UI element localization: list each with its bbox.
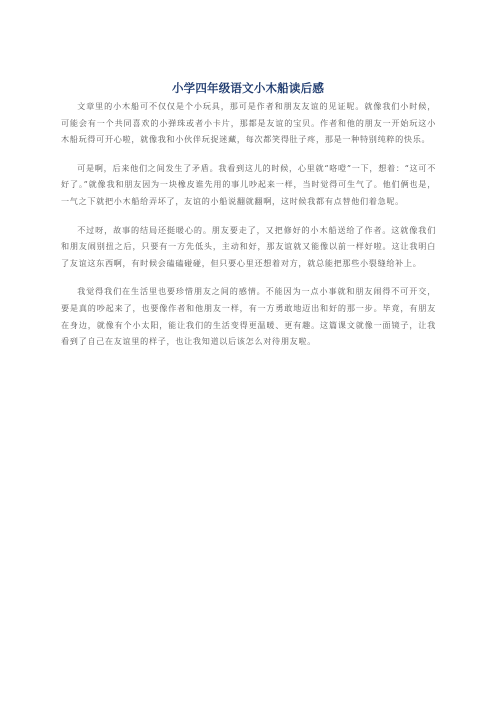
paragraph-3: 不过呀，故事的结局还挺暖心的。朋友要走了，又把修好的小木船送给了作者。这就像我们和朋友闹别扭之后，只要有一方先低头，主动和好，那友谊就又能像以前一样好啦。这让我明白了友谊这东西啊，有时候会磕磕碰碰，但只要心里还想着对方，就总能把那些小裂缝给补上。 xyxy=(61,224,436,268)
paragraph-1: 文章里的小木船可不仅仅是个小玩具，那可是作者和朋友友谊的见证呢。就像我们小时候，可能会有一个共同喜欢的小弹珠或者小卡片，那都是友谊的宝贝。作者和他的朋友一开始玩这小木船玩得可开心啦，就像我和小伙伴玩捉迷藏，每次都笑得肚子疼，那是一种特别纯粹的快乐。 xyxy=(61,101,436,145)
paragraph-4: 我觉得我们在生活里也要珍惜朋友之间的感情。不能因为一点小事就和朋友闹得不可开交，要是真的吵起来了，也要像作者和他朋友一样，有一方勇敢地迈出和好的那一步。毕竟，有朋友在身边，就像有个小太阳，能让我们的生活变得更温暖、更有趣。这篇课文就像一面镜子，让我看到了自己在友谊里的样子，也让我知道以后该怎么对待朋友啦。 xyxy=(61,286,436,347)
document-title: 小学四年级语文小木船读后感 xyxy=(171,81,325,95)
paragraph-2: 可是啊，后来他们之间发生了矛盾。我看到这儿的时候，心里就“咯噔”一下，想着：“这可不好了。”就像我和朋友因为一块橡皮谁先用的事儿吵起来一样，当时觉得可生气了。他们俩也是，一气之下就把小木船给弄坏了，友谊的小船说翻就翻啊，这时候我都有点替他们着急呢。 xyxy=(61,162,436,206)
document-body xyxy=(61,98,436,350)
